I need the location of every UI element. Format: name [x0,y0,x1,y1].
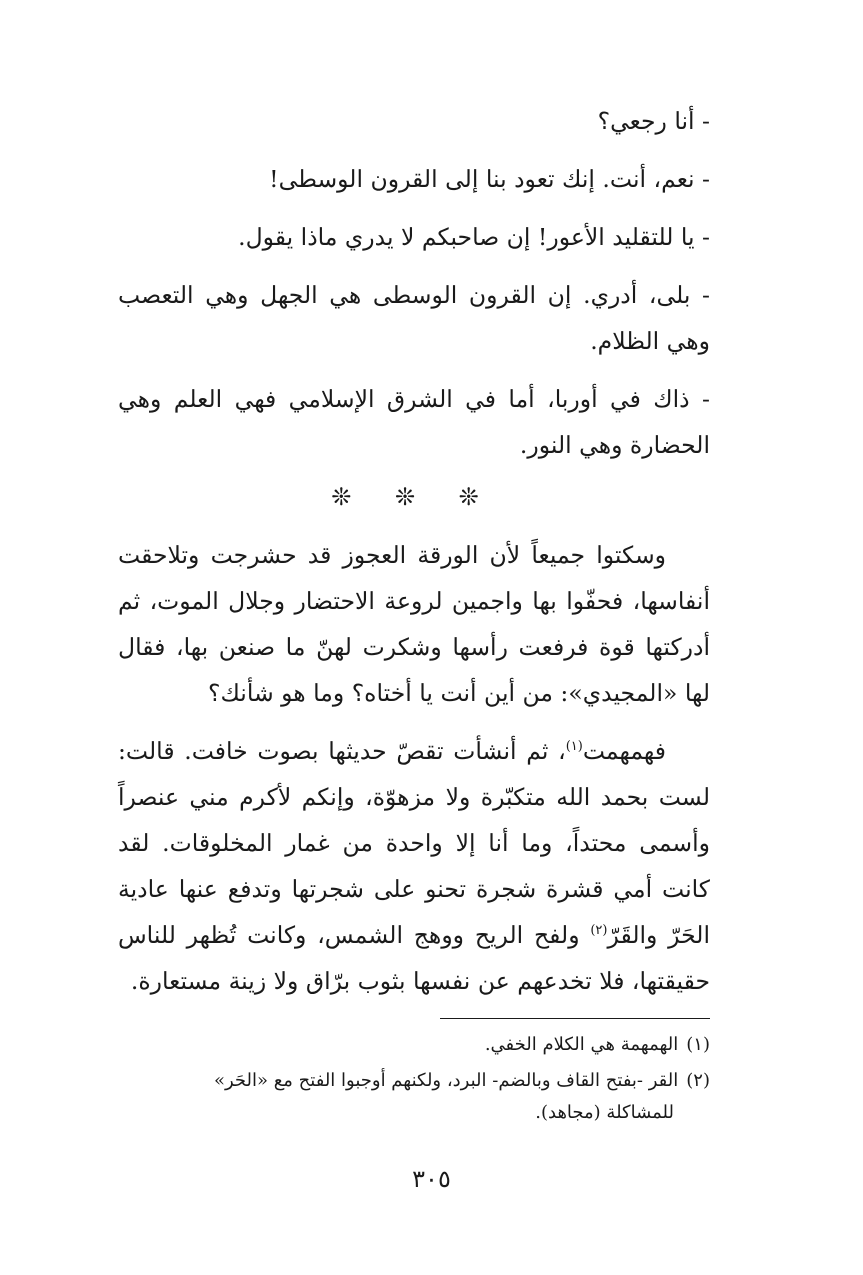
paragraph-2-start: فهمهمت [582,737,666,765]
footnote-ref-1[interactable]: (١) [565,739,583,755]
prose-block [118,532,710,1004]
footnote-2-number: (٢) [686,1070,710,1091]
paragraph-2 [118,728,710,1004]
paragraph-2-end: ولفح الريح ووهج الشمس، وكانت تُظهر للناس حقيقتها، فلا تخدعهم عن نفسها بثوب برّاق ولا زينة مستعارة. [118,921,710,995]
footnote-1-text: الهمهمة هي الكلام الخفي. [484,1034,679,1055]
dialogue-line: - بلى، أدري. إن القرون الوسطى هي الجهل وهي التعصب وهي الظلام. [118,281,710,355]
page-number: ٣٠٥ [412,1165,451,1193]
dialogue-line: - نعم، أنت. إنك تعود بنا إلى القرون الوسطى! [269,165,710,193]
dialogue-block [118,98,710,468]
paragraph-1: وسكتوا جميعاً لأن الورقة العجوز قد حشرجت وتلاحقت أنفاسها، فحفّوا بها واجمين لروعة الاحتضار وجلال الموت، ثم أدركتها قوة فرفعت رأسها وشكرت لهنّ ما صنعن بها، فقال لها «المجيدي»: من أين أنت يا أختاه؟ وما هو شأنك؟ [118,541,710,707]
footnote-1 [118,1029,710,1061]
dialogue-line: - ذاك في أوربا، أما في الشرق الإسلامي فهي العلم وهي الحضارة وهي النور. [118,385,710,459]
footnote-2-continuation: للمشاكلة (مجاهد). [535,1102,674,1123]
footnote-1-number: (١) [686,1034,710,1055]
page-body [118,98,710,1133]
paragraph-2-middle: ، ثم أنشأت تقصّ حديثها بصوت خافت. قالت: لست بحمد الله متكبّرة ولا مزهوّة، وإنكم لأكرم مني عنصراً وأسمى محتداً، وما أنا إلا واحدة من غمار المخلوقات. لقد كانت أمي قشرة شجرة تحنو على شجرتها وتدفع عنها عادية الحَرّ والقَرّ [118,737,710,949]
footnote-2 [118,1065,710,1129]
footnote-ref-2[interactable]: (٢) [590,923,608,939]
footnotes [118,1029,710,1129]
section-separator: ❊ ❊ ❊ [331,483,497,511]
footnote-divider [440,1018,710,1019]
dialogue-line: - يا للتقليد الأعور! إن صاحبكم لا يدري ماذا يقول. [238,223,710,251]
footnote-2-text: القر -بفتح القاف وبالضم- البرد، ولكنهم أوجبوا الفتح مع «الحَر» [213,1070,679,1091]
dialogue-line: - أنا رجعي؟ [597,107,710,135]
